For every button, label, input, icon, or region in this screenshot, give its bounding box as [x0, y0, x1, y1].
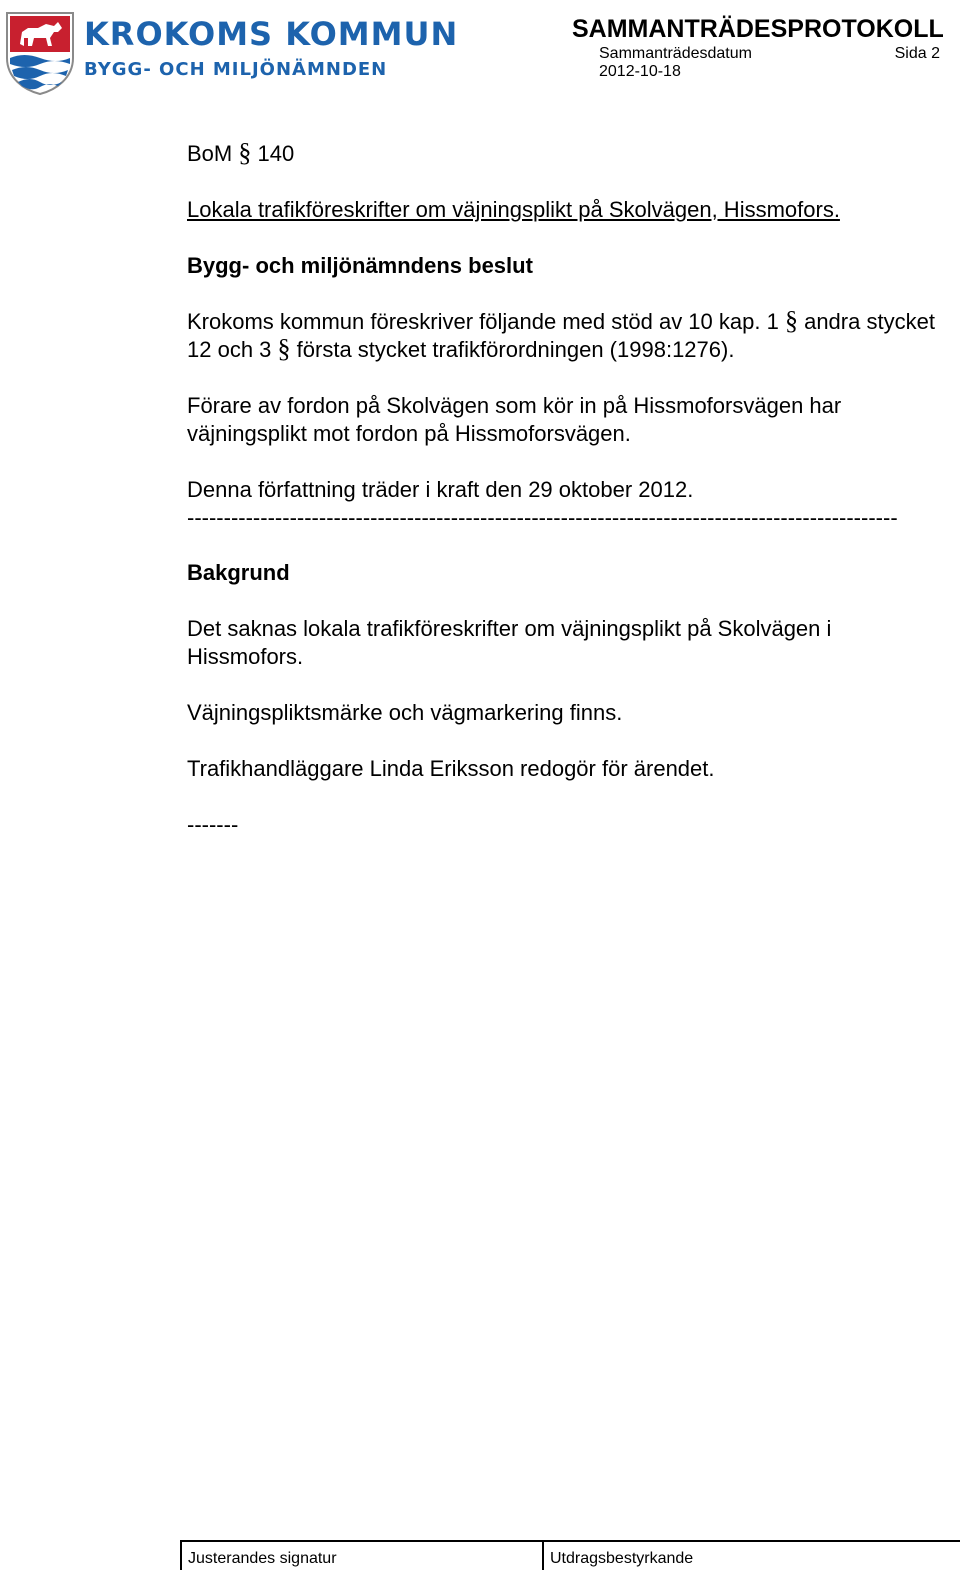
decision-paragraph-3: Denna författning träder i kraft den 29 oktober 2012. — [187, 477, 694, 502]
decision-text-part: stycket 12 och 3 — [187, 309, 935, 362]
decision-text-part: första stycket trafikförordningen (1998:1276). — [296, 337, 735, 362]
document-type: SAMMANTRÄDESPROTOKOLL — [572, 15, 944, 43]
decision-heading: Bygg- och miljönämndens beslut — [187, 253, 533, 278]
document-body — [187, 140, 947, 839]
document-header — [572, 14, 944, 80]
section-id — [187, 140, 947, 168]
meeting-date: 2012-10-18 — [599, 63, 681, 80]
section-symbol: § — [784, 306, 798, 335]
long-separator: ------------------------------------------------------------------------------------------------- — [187, 505, 898, 530]
short-separator: ------- — [187, 812, 239, 837]
signature-footer — [180, 1540, 960, 1570]
background-paragraph-2: Väjningspliktsmärke och vägmarkering finns. — [187, 700, 623, 725]
background-heading: Bakgrund — [187, 560, 290, 585]
municipality-logo — [4, 10, 459, 98]
section-symbol: § — [277, 334, 291, 363]
section-symbol: § — [238, 138, 252, 167]
decision-paragraph-2: Förare av fordon på Skolvägen som kör in på Hissmoforsvägen har väjningsplikt mot fordon på Hissmoforsvägen. — [187, 393, 842, 446]
footer-divider — [542, 1542, 544, 1570]
section-prefix: BoM — [187, 141, 233, 166]
signature-label: Justerandes signatur — [188, 1550, 337, 1567]
logo-subtitle: BYGG- OCH MILJÖNÄMNDEN — [84, 59, 388, 80]
background-paragraph-1: Det saknas lokala trafikföreskrifter om väjningsplikt på Skolvägen i Hissmofors. — [187, 616, 832, 669]
certification-label: Utdragsbestyrkande — [550, 1550, 694, 1567]
municipal-shield-icon — [4, 10, 76, 96]
meta-row — [572, 44, 942, 64]
case-title: Lokala trafikföreskrifter om väjningsplikt på Skolvägen, Hissmofors. — [187, 197, 840, 222]
decision-paragraph-1 — [187, 308, 947, 364]
decision-text-part: Krokoms kommun föreskriver följande med stöd av 10 kap. 1 — [187, 309, 779, 334]
page-number: Sida 2 — [894, 45, 940, 62]
decision-text-part: andra — [804, 309, 861, 334]
logo-name: KROKOMS KOMMUN — [84, 15, 459, 53]
section-number: 140 — [257, 141, 295, 166]
background-paragraph-3: Trafikhandläggare Linda Eriksson redogör för ärendet. — [187, 756, 715, 781]
date-label: Sammanträdesdatum — [599, 45, 752, 62]
